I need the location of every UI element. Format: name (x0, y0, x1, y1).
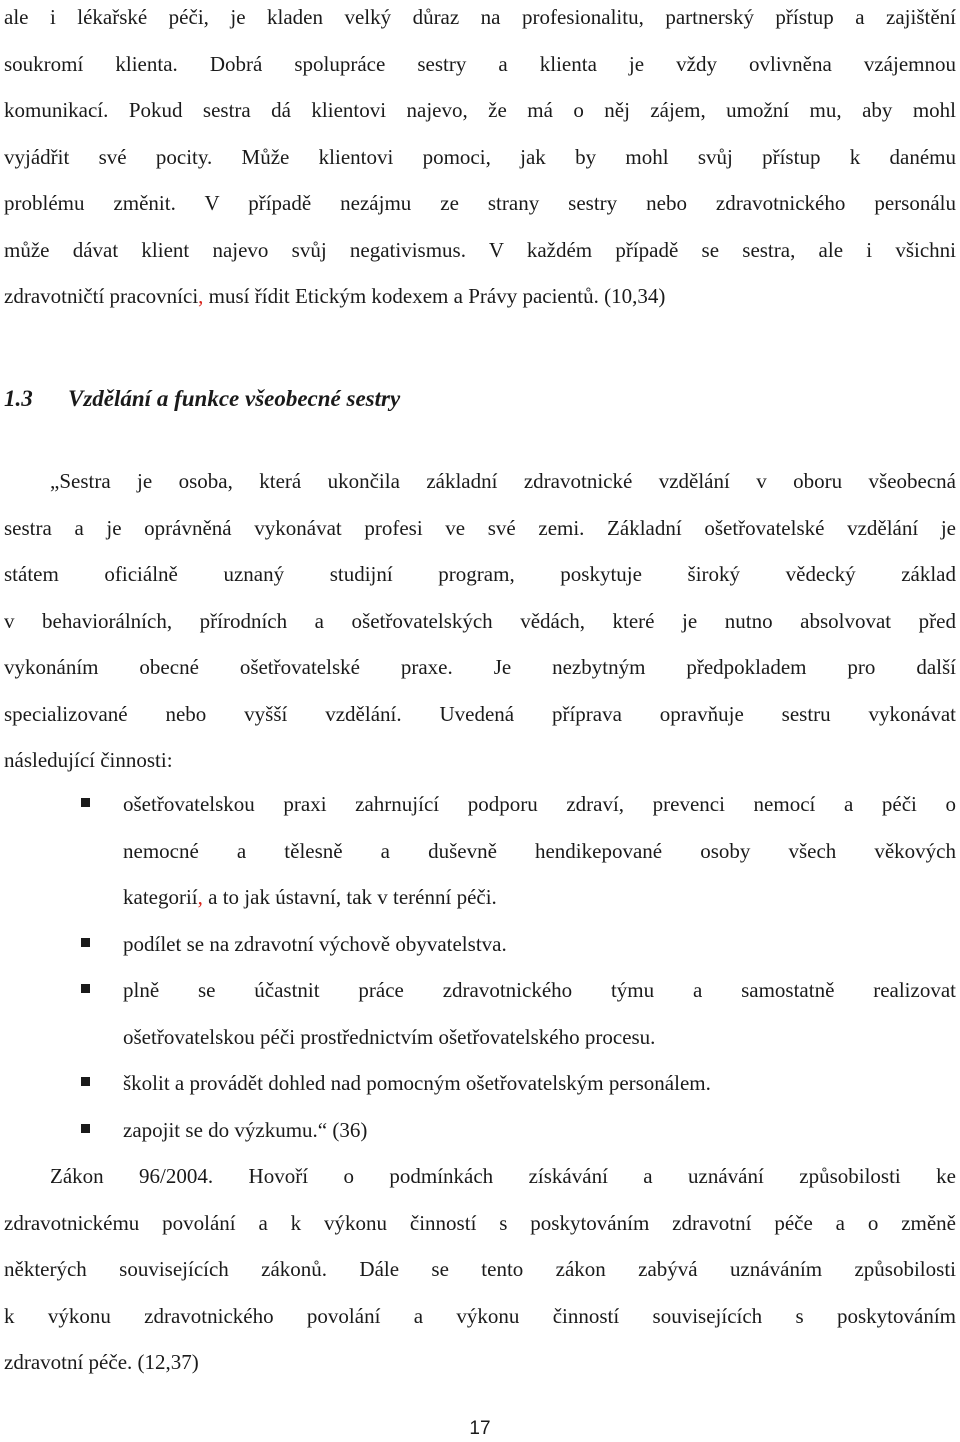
red-comma: , (198, 284, 204, 308)
text-line: nemocné a tělesně a duševně hendikepované osoby všech věkových (123, 838, 956, 863)
text-line: soukromí klienta. Dobrá spolupráce sestry a klienta je vždy ovlivněna vzájemnou (4, 51, 956, 76)
text-line: ošetřovatelskou praxi zahrnující podporu zdraví, prevenci nemocí a péči o (123, 792, 956, 816)
section-heading (4, 386, 400, 412)
square-bullet-icon (81, 798, 90, 807)
text-line-last: podílet se na zdravotní výchově obyvatelstva. (123, 931, 507, 956)
square-bullet-icon (81, 938, 90, 947)
section-number: 1.3 (4, 386, 33, 411)
paragraph-quote (4, 458, 956, 784)
text-line: vyjádřit své pocity. Může klientovi pomoci, jak by mohl svůj přístup k danému (4, 144, 956, 169)
text-line: plně se účastnit práce zdravotnického týmu a samostatně realizovat (123, 978, 956, 1002)
text-line-last: ošetřovatelskou péči prostřednictvím ošetřovatelského procesu. (123, 1024, 656, 1049)
bullet-list (0, 781, 960, 1153)
list-item (0, 967, 956, 1060)
text-fragment: a to jak ústavní, tak v terénní péči. (202, 885, 497, 909)
text-fragment: kategorií (123, 885, 198, 909)
text-line: zdravotnickému povolání a k výkonu činností s poskytováním zdravotní péče a o změně (4, 1210, 956, 1235)
text-line: Zákon 96/2004. Hovoří o podmínkách získávání a uznávání způsobilosti ke (50, 1164, 956, 1188)
text-line-last: následující činnosti: (4, 748, 173, 772)
text-line-last: zdravotní péče. (12,37) (4, 1350, 199, 1374)
square-bullet-icon (81, 1077, 90, 1086)
text-line: státem oficiálně uznaný studijní program, poskytuje široký vědecký základ (4, 562, 956, 586)
page-number: 17 (469, 1418, 491, 1439)
list-item (0, 1107, 956, 1154)
text-line: specializované nebo vyšší vzdělání. Uvedená příprava opravňuje sestru vykonávat (4, 701, 956, 726)
text-line: v behaviorálních, přírodních a ošetřovatelských vědách, které je nutno absolvovat před (4, 608, 956, 633)
text-line: může dávat klient najevo svůj negativismus. V každém případě se sestra, ale i všichni (4, 237, 956, 262)
text-line: vykonáním obecné ošetřovatelské praxe. Je nezbytným předpokladem pro další (4, 655, 956, 679)
text-fragment: zdravotničtí pracovníci (4, 284, 199, 308)
square-bullet-icon (81, 984, 90, 993)
paragraph-top (4, 0, 956, 320)
text-line: k výkonu zdravotnického povolání a výkonu činností souvisejících s poskytováním (4, 1303, 956, 1328)
list-item (0, 781, 956, 921)
text-line-last: školit a provádět dohled nad pomocným ošetřovatelským personálem. (123, 1071, 711, 1095)
square-bullet-icon (81, 1124, 90, 1133)
text-line: některých souvisejících zákonů. Dále se tento zákon zabývá uznáváním způsobilosti (4, 1257, 956, 1281)
text-line: sestra a je oprávněná vykonávat profesi ve své zemi. Základní ošetřovatelské vzdělání je (4, 515, 956, 540)
text-line: komunikací. Pokud sestra dá klientovi najevo, že má o něj zájem, umožní mu, aby mohl (4, 98, 956, 122)
text-line: „Sestra je osoba, která ukončila základní zdravotnické vzdělání v oboru všeobecná (50, 469, 956, 493)
paragraph-law (4, 1153, 956, 1386)
red-comma: , (197, 885, 203, 909)
text-line: problému změnit. V případě nezájmu ze strany sestry nebo zdravotnického personálu (4, 191, 956, 215)
list-item (0, 921, 956, 968)
section-title: Vzdělání a funkce všeobecné sestry (68, 386, 401, 411)
text-line-last: zapojit se do výzkumu.“ (36) (123, 1117, 368, 1142)
text-line-last (4, 273, 956, 320)
list-item (0, 1060, 956, 1107)
text-fragment: musí řídit Etickým kodexem a Právy pacientů. (10,34) (203, 284, 666, 308)
text-line-last (123, 885, 497, 909)
text-line: ale i lékařské péči, je kladen velký důraz na profesionalitu, partnerský přístup a zajištění (4, 5, 956, 29)
